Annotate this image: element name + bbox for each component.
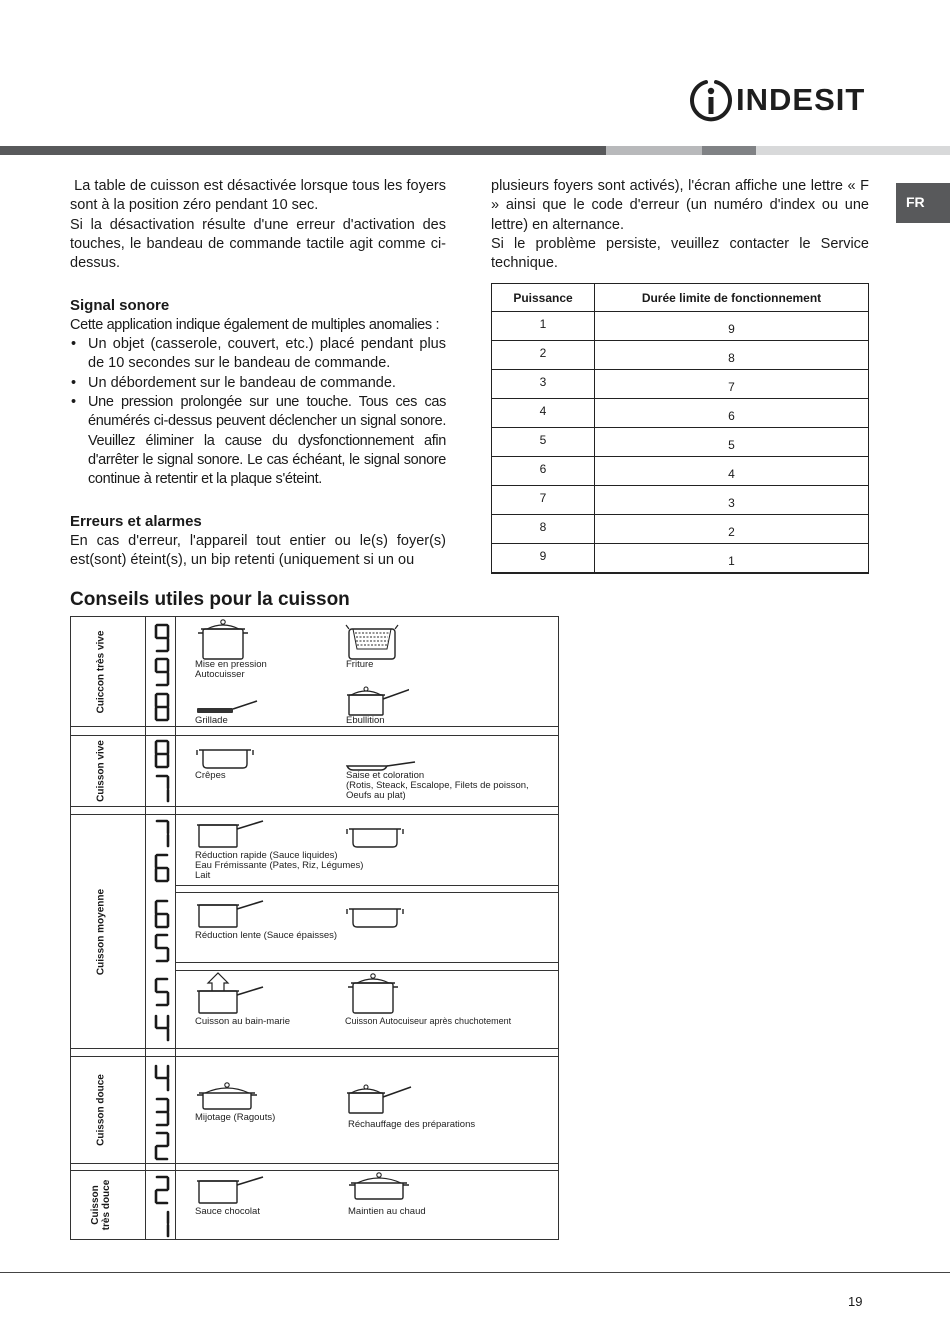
item-label: Mise en pression Autocuisser — [195, 659, 267, 680]
level-digit — [154, 1063, 170, 1093]
category-block-vive — [70, 735, 559, 807]
cell-value: 7 — [539, 491, 547, 505]
column-header-duree: Durée limite de fonctionnement — [595, 284, 869, 312]
category-block-tres-vive — [70, 616, 559, 727]
level-digit — [154, 1209, 170, 1239]
indesit-logo — [688, 76, 865, 124]
item-label: Crêpes — [195, 770, 226, 781]
cell-value: 5 — [728, 438, 735, 452]
indesit-i-logo-icon — [688, 77, 734, 123]
saucepan-icon — [195, 819, 267, 849]
category-label: Cuisson douce — [95, 1074, 107, 1146]
item-label: Cuisson Autocuiseur après chuchotement — [345, 1016, 512, 1026]
cell-value: 4 — [728, 467, 735, 481]
table-row — [492, 312, 869, 341]
cell-value: 1 — [728, 553, 735, 568]
cell-duree — [595, 486, 869, 515]
service-note: Si le problème persiste, veuillez contacter le Service technique. — [491, 235, 869, 272]
signal-heading: Signal sonore — [70, 297, 170, 315]
level-digit — [154, 977, 170, 1007]
left-column — [70, 177, 451, 570]
table-header-row — [492, 284, 869, 312]
item-label: Réchauffage des préparations — [348, 1119, 476, 1130]
level-digits — [146, 736, 176, 806]
item-label: Maintien au chaud — [348, 1206, 426, 1217]
saucepan-lid-icon — [345, 1081, 417, 1117]
cell-value: 9 — [728, 322, 735, 336]
table-row — [492, 399, 869, 428]
errors-text: En cas d'erreur, l'appareil tout entier ou le(s) foyer(s) est(sont) éteint(s), un bip retenti (uniquement si un ou — [70, 532, 446, 569]
cooking-guide-title: Conseils utiles pour la cuisson — [70, 589, 350, 610]
table-row — [492, 370, 869, 399]
power-duration-table — [491, 283, 869, 574]
table-row — [492, 428, 869, 457]
cell-puissance — [492, 341, 595, 370]
shallow-pan-icon — [345, 819, 409, 849]
category-block-douce — [70, 1056, 559, 1164]
level-digit — [154, 774, 170, 804]
signal-bullet-list — [70, 335, 446, 489]
item-label: Cuisson au bain-marie — [195, 1016, 291, 1027]
cell-value: 7 — [728, 380, 735, 394]
level-digit — [154, 1131, 170, 1161]
item-label: Saise et coloration (Rotis, Steack, Escalope, Filets de poisson, Oeufs au plat) — [346, 770, 529, 801]
right-column — [491, 177, 869, 273]
item-label: Réduction rapide (Sauce liquides) Eau Frémissante (Pates, Riz, Légumes) Lait — [195, 850, 364, 881]
level-digits — [146, 1057, 176, 1163]
cell-duree — [595, 341, 869, 370]
page-number: 19 — [848, 1294, 863, 1309]
item-label: Friture — [346, 659, 374, 670]
column-header-puissance: Puissance — [492, 284, 595, 312]
brand-name: INDESIT — [736, 82, 866, 117]
cell-duree — [595, 428, 869, 457]
level-digit — [154, 1013, 170, 1043]
item-label: Sauce chocolat — [195, 1206, 260, 1217]
item-label: Grillade — [195, 715, 228, 726]
level-digits — [146, 815, 176, 1048]
cell-value: 6 — [539, 462, 547, 476]
item-label: Réduction lente (Sauce épaisses) — [195, 930, 338, 941]
cell-duree — [595, 544, 869, 573]
cell-value: 2 — [728, 525, 735, 539]
cell-puissance — [492, 486, 595, 515]
footer-rule — [0, 1272, 950, 1273]
item-label: Mijotage (Ragouts) — [195, 1112, 276, 1123]
shallow-pan-icon — [345, 899, 409, 929]
category-block-moyenne — [70, 814, 559, 1049]
level-digit — [154, 692, 170, 722]
saucepan-icon — [195, 1175, 267, 1205]
cell-value: 2 — [539, 346, 547, 360]
level-digits — [146, 1171, 176, 1239]
errors-continued: plusieurs foyers sont activés), l'écran affiche une lettre « F » ainsi que le code d'erreur (un numéro d'index ou une lettre) en alternance. — [491, 178, 869, 233]
cell-value: 5 — [539, 433, 547, 447]
pressure-cooker-icon — [195, 617, 255, 661]
level-digit — [154, 819, 170, 849]
table-row — [492, 341, 869, 370]
language-tab: FR — [896, 183, 950, 223]
signal-intro: Cette application indique également de multiples anomalies : — [70, 316, 440, 333]
saucepan-lid-icon — [345, 683, 409, 717]
level-digit — [154, 1175, 170, 1205]
intro-paragraph-2: Si la désactivation résulte d'une erreur d'activation des touches, le bandeau de commande tactile agit comme ci-dessus. — [70, 216, 446, 272]
level-digit — [154, 623, 170, 653]
cell-value: 3 — [728, 496, 735, 510]
pressure-cooker-icon — [345, 971, 405, 1015]
intro-paragraph-1: La table de cuisson est désactivée lorsque tous les foyers sont à la position zéro pendant 10 sec. — [70, 178, 451, 214]
category-label: Cuisson moyenne — [95, 888, 107, 975]
cell-puissance — [492, 370, 595, 399]
casserole-lid-icon — [195, 1077, 259, 1111]
category-label: Cuisson très douce — [90, 1179, 112, 1231]
level-digits — [146, 617, 176, 726]
cell-duree — [595, 370, 869, 399]
cell-value: 1 — [539, 317, 547, 331]
header-stripe — [0, 146, 950, 155]
level-digit — [154, 899, 170, 929]
cell-puissance — [492, 428, 595, 457]
level-digit — [154, 739, 170, 769]
bain-marie-icon — [195, 971, 267, 1015]
cell-puissance — [492, 399, 595, 428]
cell-puissance — [492, 515, 595, 544]
saucepan-icon — [195, 899, 267, 929]
cell-value: 8 — [728, 351, 735, 365]
cell-duree — [595, 515, 869, 544]
item-label: Ebullition — [346, 715, 385, 726]
shallow-pan-icon — [195, 740, 259, 770]
category-label: Cuisson vive — [95, 740, 107, 802]
cell-value: 6 — [728, 409, 735, 423]
errors-heading: Erreurs et alarmes — [70, 513, 202, 531]
cell-puissance — [492, 457, 595, 486]
table-row — [492, 457, 869, 486]
table-row — [492, 486, 869, 515]
cell-value: 3 — [539, 375, 547, 389]
signal-bullet: • Un objet (casserole, couvert, etc.) placé pendant plus de 10 secondes sur le bandeau de commande. — [70, 335, 446, 374]
cell-duree — [595, 312, 869, 341]
cell-puissance — [492, 312, 595, 341]
frying-basket-icon — [345, 623, 401, 663]
level-digit — [154, 853, 170, 883]
cell-duree — [595, 399, 869, 428]
level-digit — [154, 933, 170, 963]
cell-value: 9 — [539, 548, 547, 563]
table-row — [492, 544, 869, 573]
category-label: Cuiccon très vive — [95, 630, 107, 713]
signal-bullet: • Un débordement sur le bandeau de commande. — [70, 374, 446, 393]
cell-value: 4 — [539, 404, 547, 418]
cell-duree — [595, 457, 869, 486]
signal-bullet: • Une pression prolongée sur une touche. Tous ces cas énumérés ci-dessus peuvent déclencher un signal sonore. Veuillez éliminer la cause du dysfonctionnement afin d'arrêter le signal sonore. Le cas échéant, le signal sonore continue à retentir et la plaque s'éteint. — [70, 393, 446, 489]
cell-puissance — [492, 544, 595, 573]
cell-value: 8 — [539, 520, 547, 534]
table-row — [492, 515, 869, 544]
level-digit — [154, 1097, 170, 1127]
category-block-tres-douce — [70, 1170, 559, 1240]
level-digit — [154, 657, 170, 687]
casserole-lid-icon — [347, 1167, 417, 1205]
